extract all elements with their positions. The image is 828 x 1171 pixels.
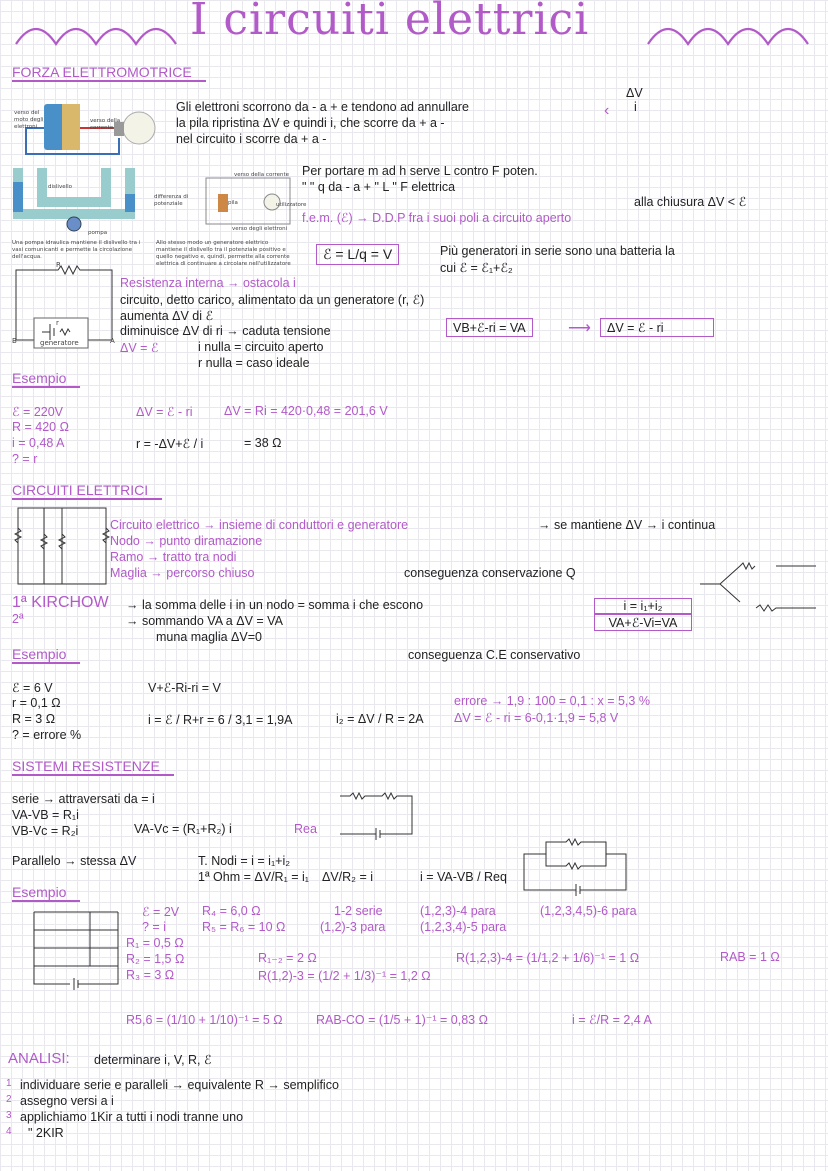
- generator-label-R: R: [56, 261, 61, 269]
- example3-data-2: ? = i: [142, 920, 166, 934]
- example3-calc-6: RAB-CO = (1/5 + 1)⁻¹ = 0,83 Ω: [316, 1013, 488, 1027]
- example1-data-2: R = 420 Ω: [12, 420, 69, 434]
- analysis-step-number-3: 3: [6, 1110, 12, 1121]
- example3-data-4: R₂ = 1,5 Ω: [126, 952, 185, 966]
- example3-calc-4: RAB = 1 Ω: [720, 950, 780, 964]
- generator-label-B: B: [12, 337, 17, 345]
- battery-caption: Allo stesso modo un generatore elettrico mantiene il dislivello tra il potenziale positivo e quello negativo e, quindi, permette alla corrente elettrica di continuare a circolare nell'utilizzatore: [156, 240, 291, 267]
- example1-calc-1: ΔV = ℰ - ri: [136, 405, 193, 419]
- section-heading-circuiti: CIRCUITI ELETTRICI: [12, 482, 162, 500]
- analysis-step-1: individuare serie e paralleli → equivalente R → semplifico: [20, 1078, 339, 1092]
- analysis-step-2: assegno versi a i: [20, 1094, 114, 1108]
- example3-data-5: R₃ = 3 Ω: [126, 968, 175, 982]
- internal-resistance-line-6: i nulla = circuito aperto: [198, 340, 324, 354]
- fem-line-4: Per portare m ad h serve L contro F poten.: [302, 164, 538, 178]
- internal-resistance-line-3: aumenta ΔV di ℰ: [120, 309, 214, 323]
- example3-group-5: (1,2,3,4,5)-6 para: [540, 904, 637, 918]
- example2-data-3: R = 3 Ω: [12, 712, 56, 726]
- example3-group-1: 1-2 serie: [334, 904, 383, 918]
- parallel-line-3: 1ª Ohm = ΔV/R₁ = i₁: [198, 870, 310, 884]
- network-circuit-figure: [14, 504, 110, 590]
- internal-resistance-line-7: r nulla = caso ideale: [198, 356, 310, 370]
- pump-label-dislivello: dislivello: [48, 184, 73, 190]
- example3-group-4: (1,2,3,4)-5 para: [420, 920, 507, 934]
- page-title: I circuiti elettrici: [190, 0, 590, 45]
- battery-label-current: verso della corrente: [234, 172, 290, 178]
- analysis-step-number-2: 2: [6, 1094, 12, 1105]
- generator-label-r: r: [56, 319, 59, 327]
- series-circuit-figure: [336, 790, 416, 840]
- example1-data-4: ? = r: [12, 452, 38, 466]
- example1-calc-3: r = -ΔV+ℰ / i: [136, 437, 204, 451]
- circuit-def-line-1: Circuito elettrico → insieme di conduttori e generatore: [110, 518, 409, 532]
- example2-data-1: ℰ = 6 V: [12, 681, 53, 695]
- wave-decoration-right: [646, 14, 822, 50]
- example3-circuit-figure: [30, 904, 124, 992]
- example2-calc-3: i₂ = ΔV / R = 2A: [336, 712, 424, 726]
- example2-data-4: ? = errore %: [12, 728, 82, 742]
- kirchhoff-second-text-2: muna maglia ΔV=0: [156, 630, 262, 644]
- internal-resistance-line-1: Resistenza interna → ostacola i: [120, 276, 296, 290]
- analysis-step-3: applichiamo 1Kir a tutti i nodi tranne uno: [20, 1110, 244, 1124]
- pump-caption: Una pompa idraulica mantiene il dislivello tra i vasi comunicanti e permette la circolazione dell'acqua.: [12, 240, 141, 260]
- example3-data-3: R₁ = 0,5 Ω: [126, 936, 184, 950]
- example2-calc-2: i = ℰ / R+r = 6 / 3,1 = 1,9A: [148, 713, 293, 727]
- analysis-intro: determinare i, V, R, ℰ: [94, 1053, 212, 1067]
- fem-line-9: cui ℰ = ℰ₁+ℰ₂: [440, 261, 513, 275]
- analysis-step-4: " 2KIR: [28, 1126, 64, 1140]
- parallel-line-1: Parallelo → stessa ΔV: [12, 854, 137, 868]
- example2-data-2: r = 0,1 Ω: [12, 696, 61, 710]
- internal-resistance-line-4: diminuisce ΔV di ri → caduta tensione: [120, 324, 331, 338]
- example3-calc-5: R5,6 = (1/10 + 1/10)⁻¹ = 5 Ω: [126, 1013, 283, 1027]
- example1-calc-4: = 38 Ω: [244, 436, 282, 450]
- example3-calc-1: R₁₋₂ = 2 Ω: [258, 951, 317, 965]
- kirchhoff-first-text: → la somma delle i in un nodo = somma i che escono: [126, 598, 424, 612]
- example2-error: errore → 1,9 : 100 = 0,1 : x = 5,3 %: [454, 694, 650, 708]
- kirchhoff-consequence: conseguenza C.E conservativo: [408, 648, 581, 662]
- battery-label-utilizzatore: utilizzatore: [276, 202, 307, 208]
- fem-brace: ‹: [604, 102, 610, 119]
- fem-line-7: f.e.m. (ℰ) → D.D.P fra i suoi poli a circuito aperto: [302, 211, 572, 225]
- example-heading-2: Esempio: [12, 646, 80, 664]
- kirchhoff-second-label: 2ª: [12, 612, 24, 626]
- battery-label-ddp: differenza di potenziale: [154, 194, 189, 207]
- analysis-step-number-1: 1: [6, 1078, 12, 1089]
- circuit-def-node: Nodo → punto diramazione: [110, 534, 263, 548]
- example2-calc-1: V+ℰ-Ri-ri = V: [148, 681, 221, 695]
- circuit-def-mesh: Maglia → percorso chiuso: [110, 566, 255, 580]
- parallel-line-5: i = VA-VB / Req: [420, 870, 507, 884]
- lamp-label-current: verso della corrente: [90, 118, 121, 131]
- pump-figure: [12, 164, 136, 236]
- parallel-line-2: T. Nodi = i = i₁+i₂: [198, 854, 291, 868]
- kirchhoff-second-text: → sommando VA a ΔV = VA: [126, 614, 283, 628]
- example3-data-6: R₄ = 6,0 Ω: [202, 904, 261, 918]
- example2-ddp: ΔV = ℰ - ri = 6-0,1·1,9 = 5,8 V: [454, 711, 619, 725]
- battery-label-electrons: verso degli elettroni: [232, 226, 288, 232]
- kirchhoff-node-figure: [696, 556, 820, 620]
- lamp-label-electrons: verso del moto degli elettroni: [14, 110, 44, 130]
- section-heading-fem: FORZA ELETTROMOTRICE: [12, 64, 206, 82]
- internal-resistance-line-5: ΔV = ℰ: [120, 341, 159, 355]
- kirchhoff-box-2: VA+ℰ-Vi=VA: [594, 614, 692, 631]
- fem-dv: ΔV: [626, 86, 643, 100]
- parallel-line-4: ΔV/R₂ = i: [322, 870, 374, 884]
- battery-label-pila: pila: [228, 200, 238, 206]
- fem-arrow: ⟶: [568, 320, 591, 337]
- fem-line-2: la pila ripristina ΔV e quindi i, che scorre da + a -: [176, 116, 445, 130]
- analysis-step-number-4: 4: [6, 1126, 12, 1137]
- fem-line-3: nel circuito i scorre da + a -: [176, 132, 327, 146]
- generator-label-A: A: [110, 337, 115, 345]
- circuit-def-line-1b: → se mantiene ΔV → i continua: [538, 518, 716, 532]
- pump-label-pompa: pompa: [88, 230, 108, 236]
- wave-decoration-left: [14, 14, 184, 50]
- example-heading-1: Esempio: [12, 370, 80, 388]
- fem-equation-box-1: VB+ℰ-ri = VA: [446, 318, 533, 337]
- fem-line-1: Gli elettroni scorrono da - a + e tendono ad annullare: [176, 100, 469, 114]
- generator-label: generatore: [40, 339, 79, 347]
- example3-calc-2: R(1,2)-3 = (1/2 + 1/3)⁻¹ = 1,2 Ω: [258, 969, 431, 983]
- internal-resistance-line-2: circuito, detto carico, alimentato da un generatore (r, ℰ): [120, 293, 425, 307]
- fem-equation-box-2: ΔV = ℰ - ri: [600, 318, 714, 337]
- example-heading-3: Esempio: [12, 884, 80, 902]
- series-line-2: VA-VB = R₁i: [12, 808, 79, 822]
- fem-i: i: [634, 100, 637, 114]
- section-heading-analisi: ANALISI:: [8, 1050, 70, 1067]
- example3-calc-3: R(1,2,3)-4 = (1/1,2 + 1/6)⁻¹ = 1 Ω: [456, 951, 640, 965]
- series-rea-label: Rea: [294, 822, 317, 836]
- parallel-circuit-figure: [516, 834, 634, 898]
- circuit-consequence-q: conseguenza conservazione Q: [404, 566, 576, 580]
- series-line-1: serie → attraversati da = i: [12, 792, 155, 806]
- series-line-4: VA-Vc = (R₁+R₂) i: [134, 822, 232, 836]
- series-line-3: VB-Vc = R₂i: [12, 824, 79, 838]
- example1-calc-2: ΔV = Ri = 420·0,48 = 201,6 V: [224, 404, 388, 418]
- fem-line-5: " " q da - a + " L " F elettrica: [302, 180, 456, 194]
- example3-calc-7: i = ℰ/R = 2,4 A: [572, 1013, 652, 1027]
- fem-line-6: alla chiusura ΔV < ℰ: [634, 195, 747, 209]
- circuit-def-branch: Ramo → tratto tra nodi: [110, 550, 237, 564]
- example3-data-1: ℰ = 2V: [142, 905, 180, 919]
- fem-formula-box: ℰ = L/q = V: [316, 244, 399, 265]
- example1-data-1: ℰ = 220V: [12, 405, 64, 419]
- example3-group-2: (1,2)-3 para: [320, 920, 386, 934]
- example1-data-3: i = 0,48 A: [12, 436, 65, 450]
- kirchhoff-box-1: i = i₁+i₂: [594, 598, 692, 614]
- fem-line-8: Più generatori in serie sono una batteria la: [440, 244, 675, 258]
- example3-data-7: R₅ = R₆ = 10 Ω: [202, 920, 286, 934]
- kirchhoff-first-label: 1ª KIRCHOW: [12, 594, 109, 611]
- section-heading-sistemi: SISTEMI RESISTENZE: [12, 758, 174, 776]
- example3-group-3: (1,2,3)-4 para: [420, 904, 496, 918]
